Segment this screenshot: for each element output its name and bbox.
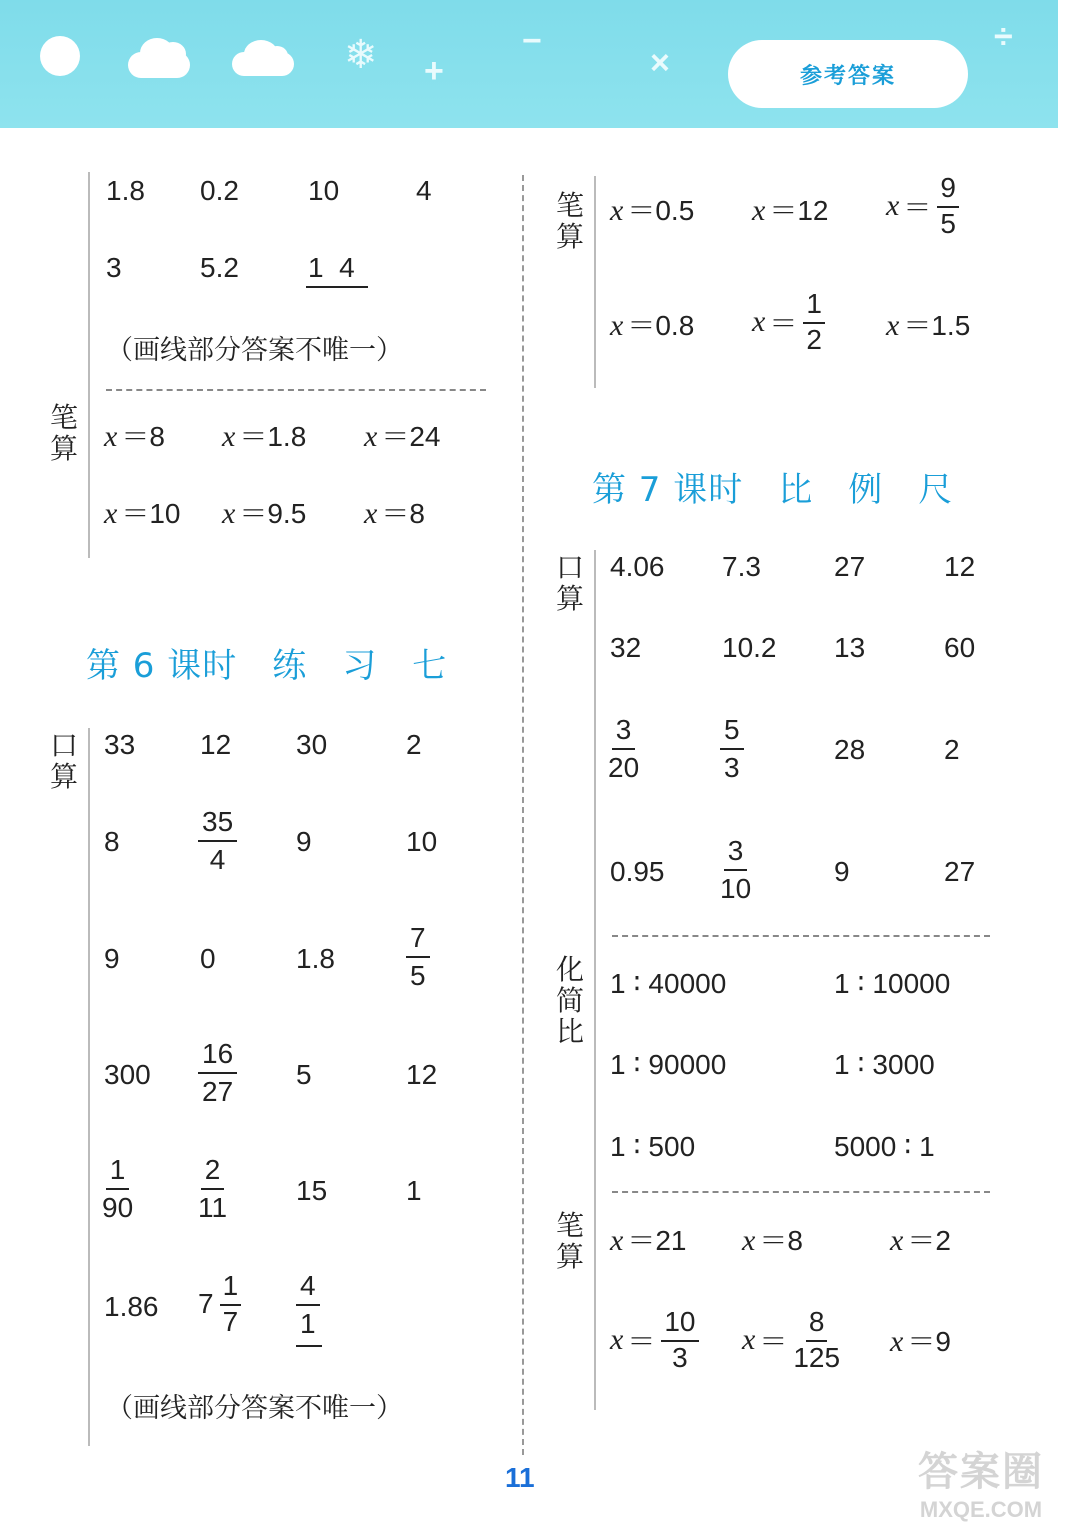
equation: x ＝1.5 <box>886 309 971 342</box>
equation: x ＝2 <box>890 1224 951 1257</box>
left-top-rule <box>88 172 90 558</box>
cell: 27 <box>944 856 976 887</box>
fraction: $\frac{7}{5}$ <box>406 922 430 992</box>
cell: 8 <box>104 826 120 857</box>
section-label-bisuan: 笔算 <box>49 401 78 465</box>
cell: 12 <box>944 551 976 582</box>
cell: 10 <box>308 175 340 206</box>
plus-icon: + <box>424 52 444 90</box>
fraction: $\frac{1}{90}$ <box>102 1154 134 1223</box>
answer-badge: 参考答案 <box>728 40 968 108</box>
cell: 1.86 <box>104 1291 159 1322</box>
ratio: 1 ∶ 3000 <box>834 1049 935 1080</box>
equation: x ＝0.5 <box>610 194 695 227</box>
ratio: 1 ∶ 10000 <box>834 968 951 999</box>
snowflake-icon: ❄ <box>344 33 378 77</box>
equation: x ＝9.5 <box>222 497 307 530</box>
cell: 5 <box>296 1059 312 1090</box>
section-separator <box>612 1191 990 1193</box>
note: （画线部分答案不唯一） <box>106 335 403 366</box>
lesson-6-title: 第 6 课时 练 习 七 <box>86 646 448 686</box>
equation: x ＝9 <box>890 1325 951 1358</box>
equation: x ＝8 <box>364 497 425 530</box>
cell: 33 <box>104 729 136 760</box>
cell: 32 <box>610 632 642 663</box>
cell: 1.8 <box>296 943 335 974</box>
cell: 0.95 <box>610 856 665 887</box>
column-divider <box>522 175 524 1455</box>
equation: x ＝21 <box>610 1224 687 1257</box>
lesson-7-title: 第 7 课时 比 例 尺 <box>592 470 954 510</box>
divide-icon: ÷ <box>994 18 1013 56</box>
fraction: $\frac{3}{10}$ <box>720 835 752 904</box>
cell: 27 <box>834 551 866 582</box>
equation: x ＝10 <box>104 497 181 530</box>
equation: x ＝12 <box>752 194 829 227</box>
equation: x ＝8 <box>742 1224 803 1257</box>
answer-underline <box>296 1345 322 1347</box>
fraction: $\frac{5}{3}$ <box>720 714 744 784</box>
cell: 0.2 <box>200 175 239 206</box>
right-main-rule <box>594 550 596 1410</box>
underlined-fraction: $\frac{4}{1}$ <box>296 1270 320 1340</box>
section-separator <box>612 935 990 937</box>
cell: 1 <box>406 1175 422 1206</box>
fraction: $\frac{3}{20}$ <box>608 714 640 783</box>
cell: 2 <box>944 734 960 765</box>
cell: 15 <box>296 1175 328 1206</box>
cell: 7.3 <box>722 551 761 582</box>
section-label-kousuan: 口算 <box>555 551 584 615</box>
fraction: $\frac{35}{4}$ <box>198 806 237 876</box>
equation-fraction: x ＝ 1 2 <box>752 288 825 356</box>
cell: 10 <box>406 826 438 857</box>
cell: 12 <box>406 1059 438 1090</box>
cell: 9 <box>296 826 312 857</box>
cell: 9 <box>834 856 850 887</box>
underlined-answer: 1 4 <box>308 252 355 283</box>
minus-icon: − <box>522 22 542 60</box>
equation: x ＝0.8 <box>610 309 695 342</box>
ratio: 1 ∶ 500 <box>610 1131 696 1162</box>
fraction: $\frac{16}{27}$ <box>198 1038 237 1108</box>
right-bisuan-rule <box>594 176 596 388</box>
cell: 28 <box>834 734 866 765</box>
cell: 9 <box>104 943 120 974</box>
cell: 0 <box>200 943 216 974</box>
equation: x ＝24 <box>364 420 441 453</box>
cell: 60 <box>944 632 976 663</box>
note: （画线部分答案不唯一） <box>106 1393 403 1424</box>
equation: x ＝8 <box>104 420 165 453</box>
section-separator <box>106 389 486 391</box>
section-label-bisuan: 笔算 <box>555 1209 584 1273</box>
left-kousuan-rule <box>88 728 90 1446</box>
ratio: 5000 ∶ 1 <box>834 1131 935 1162</box>
answer-underline <box>306 286 368 288</box>
mixed-number: 7 1 7 <box>198 1270 241 1338</box>
section-label-bisuan: 笔算 <box>555 189 584 253</box>
section-label-ratio: 化简比 <box>555 953 584 1048</box>
cell: 10.2 <box>722 632 777 663</box>
cell: 13 <box>834 632 866 663</box>
header-banner <box>0 0 1058 128</box>
cell: 30 <box>296 729 328 760</box>
cell: 2 <box>406 729 422 760</box>
section-label-kousuan: 口算 <box>49 729 78 793</box>
watermark-logo: 答案圈 MXQE.COM <box>918 1449 1044 1522</box>
equation-fraction: x ＝ 9 5 <box>886 172 959 240</box>
cell: 4 <box>416 175 432 206</box>
sun-icon <box>40 36 80 76</box>
cell: 1.8 <box>106 175 145 206</box>
cell: 5.2 <box>200 252 239 283</box>
ratio: 1 ∶ 90000 <box>610 1049 727 1080</box>
cell: 300 <box>104 1059 151 1090</box>
times-icon: × <box>650 44 670 82</box>
ratio: 1 ∶ 40000 <box>610 968 727 999</box>
equation: x ＝1.8 <box>222 420 307 453</box>
cell: 12 <box>200 729 232 760</box>
cell: 4.06 <box>610 551 665 582</box>
equation-fraction: x ＝ 10 3 <box>610 1306 699 1374</box>
equation-fraction: x ＝ 8 125 <box>742 1306 841 1373</box>
page-number: 11 <box>505 1462 535 1493</box>
cell: 3 <box>106 252 122 283</box>
fraction: $\frac{2}{11}$ <box>198 1154 228 1223</box>
